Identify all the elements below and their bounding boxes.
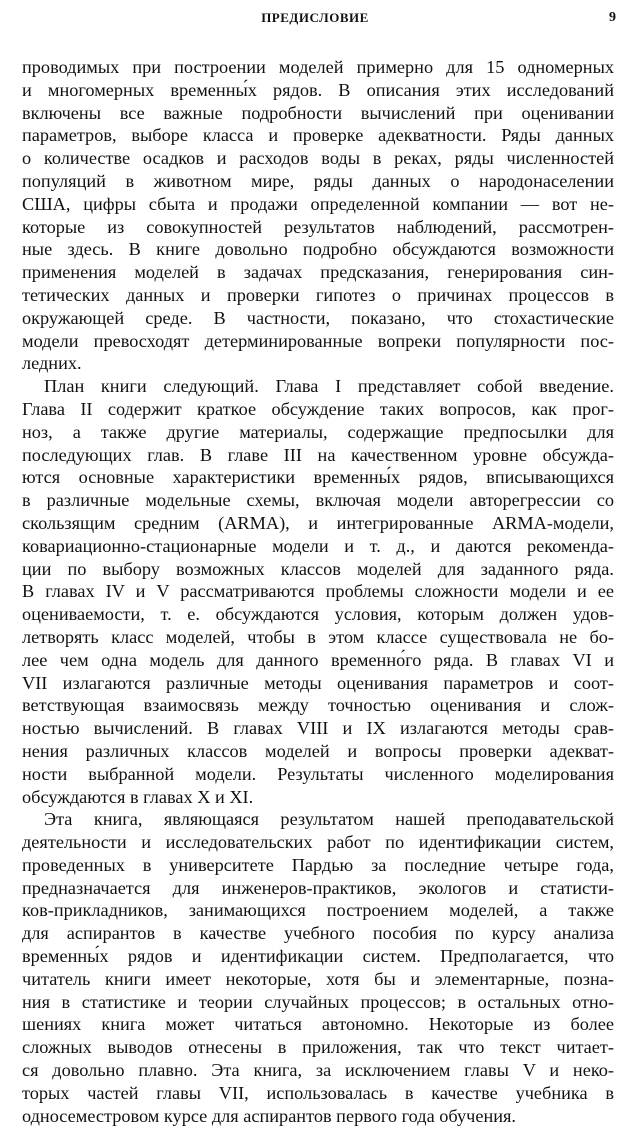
text-line: сложных выводов отнесены в приложения, так что текст читает-	[22, 1037, 614, 1058]
text-line: ковариационно-стационарные модели и т. д., и даются рекоменда-	[22, 535, 614, 556]
text-line: лее чем одна модель для данного временно́го ряда. В главах VI и	[22, 649, 614, 670]
text-line: ков-прикладников, занимающихся построением моделей, а также	[22, 900, 614, 921]
text-line: ются основные характеристики временны́х рядов, вписывающихся	[22, 467, 614, 488]
text-line: ветствующая взаимосвязь между точностью оценивания и слож-	[22, 695, 614, 716]
paragraph-1	[22, 56, 614, 375]
text-line: параметров, выборе класса и проверке адекватности. Ряды данных	[22, 125, 614, 146]
text-line: тетических данных и проверки гипотез о причинах процессов в	[22, 284, 614, 305]
text-line: ностью вычислений. В главах VIII и IX излагаются методы срав-	[22, 718, 614, 739]
text-line: США, цифры сбыта и продажи определенной компании — вот не-	[22, 193, 614, 214]
text-line: торых частей главы VII, использовалась в качестве учебника в	[22, 1082, 614, 1103]
text-line: деятельности и исследовательских работ по идентификации систем,	[22, 832, 614, 853]
text-line: модели превосходят детерминированные вопреки популярности пос-	[22, 330, 614, 351]
text-line: применения моделей в задачах предсказания, генерирования син-	[22, 262, 614, 283]
running-head	[0, 10, 630, 30]
text-line: ности выбранной модели. Результаты численного моделирования	[22, 763, 614, 784]
text-line: временны́х рядов и идентификации систем. Предполагается, что	[22, 946, 614, 967]
running-title: ПРЕДИСЛОВИЕ	[261, 10, 369, 25]
text-line: проведенных в университете Пардью за последние четыре года,	[22, 854, 614, 875]
text-line: VII излагаются различные методы оценивания параметров и соот-	[22, 672, 614, 693]
text-line: нения различных классов моделей и вопросы проверки адекват-	[22, 740, 614, 761]
text-line: которые из совокупностей результатов наблюдений, рассмотрен-	[22, 216, 614, 237]
text-line: ные здесь. В книге довольно подробно обсуждаются возможности	[22, 239, 614, 260]
text-line: План книги следующий. Глава I представляет собой введение.	[44, 376, 614, 397]
text-line: шениях книга может читаться автономно. Некоторые из более	[22, 1014, 614, 1035]
text-line: популяций в животном мире, ряды данных о народонаселении	[22, 170, 614, 191]
text-line: ния в статистике и теории случайных процессов; в остальных отно-	[22, 991, 614, 1012]
body-text	[22, 56, 614, 1127]
page-number: 9	[609, 10, 616, 25]
text-line: предназначается для инженеров-практиков, экологов и статисти-	[22, 877, 614, 898]
text-line: ции по выбору возможных классов моделей для заданного ряда.	[22, 558, 614, 579]
text-line: последующих глав. В главе III на качественном уровне обсужда-	[22, 444, 614, 465]
paragraph-2	[22, 375, 614, 808]
text-line: окружающей среде. В частности, показано, что стохастические	[22, 307, 614, 328]
text-line: ноз, а также другие материалы, содержащие предпосылки для	[22, 421, 614, 442]
text-line: проводимых при построении моделей примерно для 15 одномерных	[22, 57, 614, 77]
text-line: в различные модельные схемы, включая модели авторегрессии со	[22, 490, 614, 511]
text-line: включены все важные подробности вычислений при оценивании	[22, 102, 614, 123]
text-line: для аспирантов в качестве учебного пособия по курсу анализа	[22, 923, 614, 944]
text-line: В главах IV и V рассматриваются проблемы сложности модели и ее	[22, 581, 614, 602]
text-line: о количестве осадков и расходов воды в реках, ряды численностей	[22, 148, 614, 169]
text-line: летворять класс моделей, чтобы в этом классе существовала не бо-	[22, 626, 614, 647]
text-line: скользящим средним (ARMA), и интегрированные ARMA-модели,	[22, 512, 614, 533]
text-line: и многомерных временны́х рядов. В описания этих исследований	[22, 79, 614, 100]
text-line: оцениваемости, т. е. обсуждаются условия, которым должен удов-	[22, 604, 614, 625]
paragraph-3	[22, 808, 614, 1127]
text-line: односеместровом курсе для аспирантов первого года обучения.	[22, 1105, 517, 1126]
text-line: ледних.	[22, 353, 82, 374]
text-line: Эта книга, являющаяся результатом нашей преподавательской	[44, 809, 614, 830]
text-line: Глава II содержит краткое обсуждение таких вопросов, как прог-	[22, 398, 614, 419]
text-line: обсуждаются в главах X и XI.	[22, 786, 254, 807]
text-line: читатель книги имеет некоторые, хотя бы и элементарные, позна-	[22, 968, 614, 989]
text-line: ся довольно плавно. Эта книга, за исключением главы V и неко-	[22, 1060, 614, 1081]
